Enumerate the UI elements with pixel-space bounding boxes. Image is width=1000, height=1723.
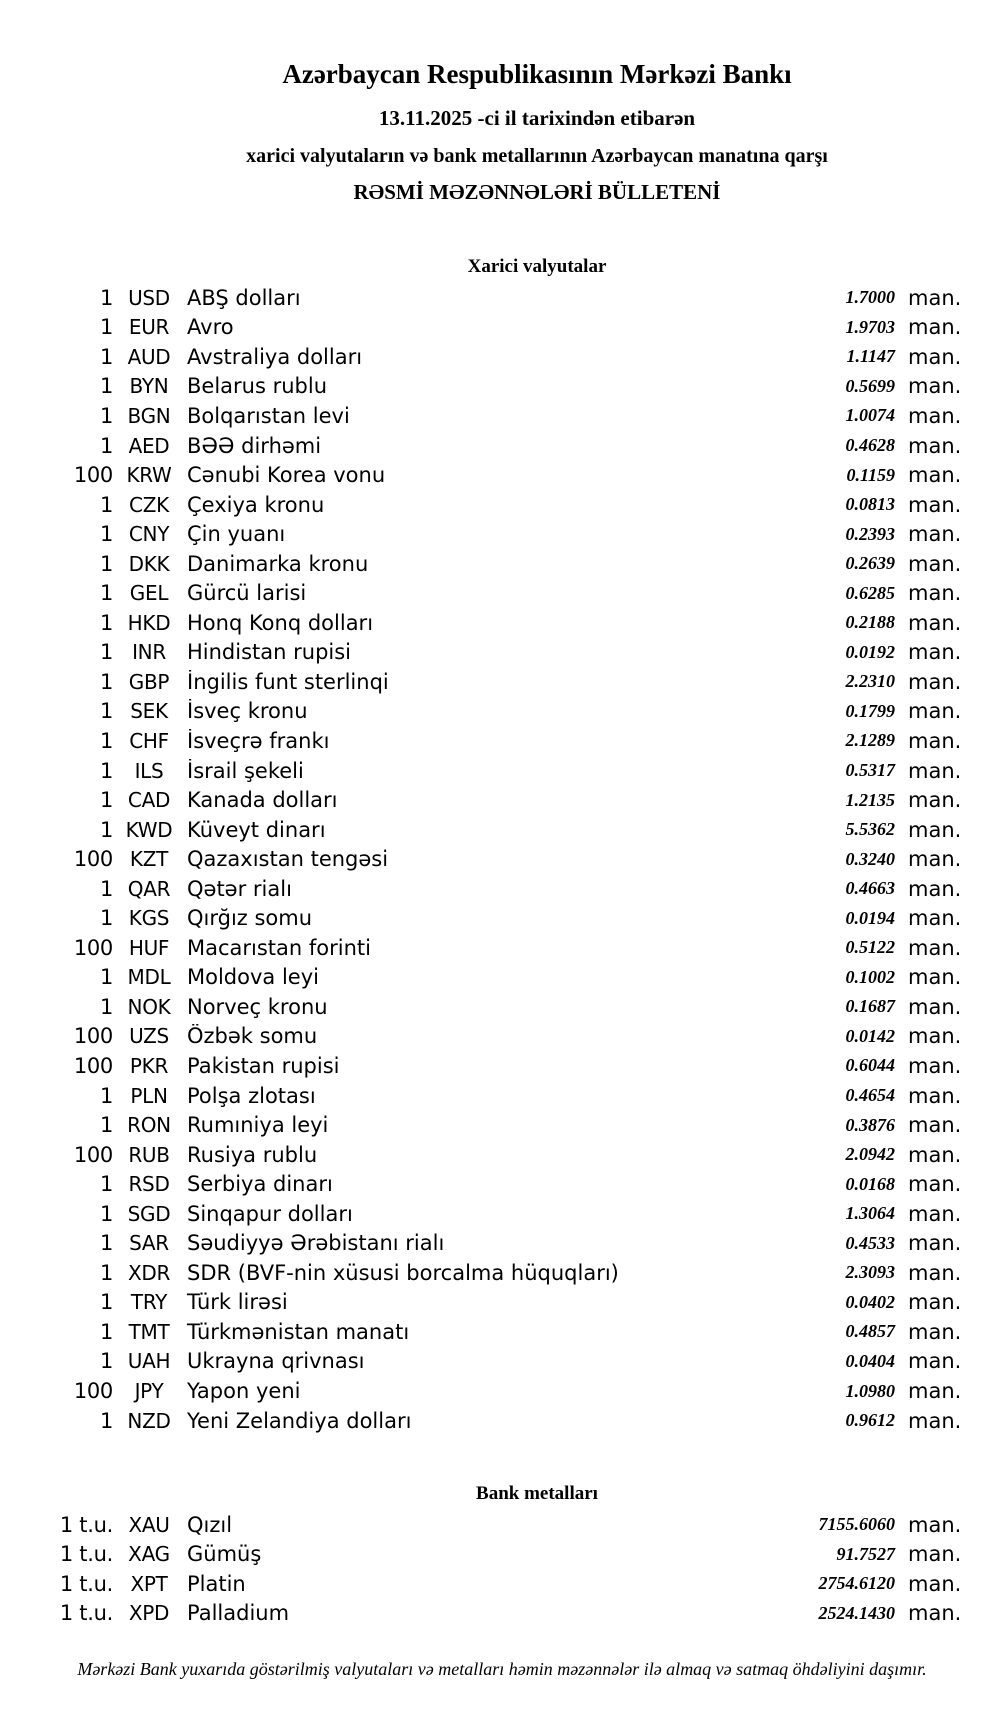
currency-row bbox=[0, 815, 1000, 845]
row-unit-label: man. bbox=[908, 492, 962, 517]
row-code: HUF bbox=[128, 935, 170, 960]
row-name: Türkmənistan manatı bbox=[187, 1319, 410, 1344]
row-unit-label: man. bbox=[908, 463, 962, 488]
row-quantity: 1 bbox=[99, 758, 113, 783]
row-quantity: 1 t.u. bbox=[59, 1601, 113, 1626]
row-name: ABŞ dolları bbox=[187, 285, 301, 310]
row-code: AUD bbox=[127, 344, 171, 369]
row-code: CNY bbox=[128, 522, 170, 547]
row-code: PLN bbox=[130, 1083, 168, 1108]
currency-row bbox=[0, 844, 1000, 874]
currency-row bbox=[0, 903, 1000, 933]
row-name: Qətər rialı bbox=[187, 876, 292, 901]
row-unit-label: man. bbox=[908, 1408, 962, 1433]
row-rate: 0.1687 bbox=[845, 996, 895, 1017]
metal-row bbox=[0, 1569, 1000, 1599]
row-rate: 0.0168 bbox=[845, 1173, 895, 1194]
row-unit-label: man. bbox=[908, 403, 962, 428]
row-unit-label: man. bbox=[908, 1083, 962, 1108]
row-quantity: 1 bbox=[99, 1231, 113, 1256]
row-unit-label: man. bbox=[908, 965, 962, 990]
currency-row bbox=[0, 578, 1000, 608]
row-name: Pakistan rupisi bbox=[187, 1053, 340, 1078]
row-name: İngilis funt sterlinqi bbox=[187, 669, 389, 694]
currency-row bbox=[0, 1199, 1000, 1229]
row-rate: 2.0942 bbox=[845, 1144, 895, 1165]
row-unit-label: man. bbox=[908, 876, 962, 901]
effective-date-line: 13.11.2025 -ci il tarixindən etibarən bbox=[378, 106, 696, 130]
bank-name-title: Azərbaycan Respublikasının Mərkəzi Bankı bbox=[282, 59, 792, 89]
row-unit-label: man. bbox=[908, 1379, 962, 1403]
row-rate: 1.3064 bbox=[845, 1203, 895, 1224]
row-code: UAH bbox=[127, 1349, 171, 1374]
row-name: Bolqarıstan levi bbox=[187, 403, 350, 428]
row-name: Kanada dolları bbox=[187, 788, 338, 813]
currency-row bbox=[0, 490, 1000, 520]
row-unit-label: man. bbox=[908, 788, 962, 813]
row-unit-label: man. bbox=[908, 935, 962, 960]
row-name: Çin yuanı bbox=[187, 522, 286, 547]
row-rate: 0.4654 bbox=[845, 1085, 895, 1106]
row-rate: 0.5699 bbox=[845, 375, 895, 396]
row-rate: 0.4857 bbox=[845, 1321, 895, 1342]
row-code: MDL bbox=[127, 965, 171, 990]
row-code: XAG bbox=[128, 1542, 170, 1567]
row-code: XPD bbox=[128, 1601, 170, 1626]
row-rate: 0.2639 bbox=[845, 553, 895, 574]
row-code: NOK bbox=[127, 994, 171, 1019]
row-name: Küveyt dinarı bbox=[187, 817, 326, 842]
row-unit-label: man. bbox=[908, 551, 962, 576]
row-code: QAR bbox=[127, 876, 171, 901]
row-name: Macarıstan forinti bbox=[187, 935, 371, 960]
row-name: Platin bbox=[187, 1571, 246, 1596]
row-quantity: 1 bbox=[99, 551, 113, 576]
row-code: KRW bbox=[126, 463, 172, 488]
row-unit-label: man. bbox=[908, 1113, 962, 1138]
row-quantity: 1 bbox=[99, 994, 113, 1019]
row-quantity: 1 bbox=[99, 1319, 113, 1344]
currency-row bbox=[0, 1229, 1000, 1259]
row-name: Avstraliya dolları bbox=[187, 344, 363, 369]
row-rate: 0.6285 bbox=[845, 582, 895, 603]
row-name: Palladium bbox=[187, 1601, 290, 1626]
row-rate: 0.2188 bbox=[845, 612, 895, 633]
metals-table bbox=[0, 1510, 1000, 1628]
currency-row bbox=[0, 1140, 1000, 1170]
row-name: Səudiyyə Ərəbistanı rialı bbox=[187, 1231, 445, 1256]
row-name: Çexiya kronu bbox=[187, 492, 325, 517]
row-name: Cənubi Korea vonu bbox=[187, 463, 386, 488]
currency-row bbox=[0, 1110, 1000, 1140]
currency-row bbox=[0, 1406, 1000, 1436]
row-quantity: 1 bbox=[99, 640, 113, 665]
currency-row bbox=[0, 1081, 1000, 1111]
row-rate: 2754.6120 bbox=[818, 1573, 895, 1594]
row-name: İsveç kronu bbox=[187, 699, 308, 724]
row-name: Danimarka kronu bbox=[187, 551, 369, 576]
currency-row bbox=[0, 667, 1000, 697]
row-quantity: 1 bbox=[99, 315, 113, 340]
metal-row bbox=[0, 1599, 1000, 1629]
currency-row bbox=[0, 431, 1000, 461]
disclaimer-text: Mərkəzi Bank yuxarıda göstərilmiş valyutaları və metalları həmin məzənnələr ilə almaq və satmaq öhdəliyini daşımır. bbox=[77, 1659, 927, 1679]
row-rate: 0.0192 bbox=[845, 641, 895, 662]
row-name: Norveç kronu bbox=[187, 994, 328, 1019]
metal-row bbox=[0, 1510, 1000, 1540]
row-code: KWD bbox=[125, 817, 173, 842]
row-quantity: 1 bbox=[99, 699, 113, 724]
row-name: Yapon yeni bbox=[187, 1379, 301, 1403]
row-code: JPY bbox=[134, 1379, 164, 1403]
row-unit-label: man. bbox=[908, 1512, 962, 1537]
row-rate: 0.1002 bbox=[845, 966, 895, 987]
row-code: EUR bbox=[128, 315, 170, 340]
row-code: AED bbox=[128, 433, 170, 458]
row-rate: 2.2310 bbox=[845, 671, 895, 692]
row-unit-label: man. bbox=[908, 610, 962, 635]
row-unit-label: man. bbox=[908, 522, 962, 547]
row-rate: 0.0404 bbox=[845, 1350, 895, 1371]
row-unit-label: man. bbox=[908, 1601, 962, 1626]
row-rate: 0.1159 bbox=[846, 464, 895, 485]
row-unit-label: man. bbox=[908, 1349, 962, 1374]
row-unit-label: man. bbox=[908, 285, 962, 310]
row-name: Gürcü larisi bbox=[187, 581, 307, 606]
row-name: Belarus rublu bbox=[187, 374, 328, 399]
row-code: KGS bbox=[128, 906, 170, 931]
row-rate: 0.2393 bbox=[845, 523, 895, 544]
currency-row bbox=[0, 608, 1000, 638]
currency-row bbox=[0, 874, 1000, 904]
row-rate: 0.0813 bbox=[845, 494, 895, 515]
row-quantity: 1 t.u. bbox=[59, 1571, 113, 1596]
row-name: SDR (BVF-nin xüsusi borcalma hüquqları) bbox=[187, 1260, 619, 1285]
row-quantity: 1 bbox=[99, 1113, 113, 1138]
bulletin-title: RƏSMİ MƏZƏNNƏLƏRİ BÜLLETENİ bbox=[353, 180, 721, 204]
row-rate: 0.4663 bbox=[845, 878, 895, 899]
row-quantity: 1 bbox=[99, 285, 113, 310]
row-quantity: 1 bbox=[99, 1349, 113, 1374]
row-quantity: 1 bbox=[99, 492, 113, 517]
currency-row bbox=[0, 401, 1000, 431]
currency-row bbox=[0, 1258, 1000, 1288]
currency-row bbox=[0, 313, 1000, 343]
row-unit-label: man. bbox=[908, 315, 962, 340]
row-name: İsveçrə frankı bbox=[187, 728, 330, 753]
row-unit-label: man. bbox=[908, 906, 962, 931]
row-code: BGN bbox=[127, 403, 171, 428]
row-quantity: 100 bbox=[73, 1053, 113, 1078]
row-quantity: 1 bbox=[99, 817, 113, 842]
currency-row bbox=[0, 283, 1000, 313]
row-quantity: 1 t.u. bbox=[59, 1512, 113, 1537]
row-quantity: 1 bbox=[99, 876, 113, 901]
row-quantity: 1 bbox=[99, 965, 113, 990]
row-rate: 0.0194 bbox=[845, 907, 895, 928]
row-code: XDR bbox=[127, 1260, 171, 1285]
row-unit-label: man. bbox=[908, 374, 962, 399]
row-name: Sinqapur dolları bbox=[187, 1201, 353, 1226]
row-name: Ukrayna qrivnası bbox=[187, 1349, 365, 1374]
metals-section-title: Bank metalları bbox=[476, 1483, 598, 1504]
currency-row bbox=[0, 1317, 1000, 1347]
row-code: CHF bbox=[129, 728, 169, 753]
row-unit-label: man. bbox=[908, 344, 962, 369]
row-rate: 1.9703 bbox=[845, 316, 895, 337]
row-unit-label: man. bbox=[908, 1571, 962, 1596]
row-rate: 91.7527 bbox=[836, 1543, 895, 1564]
row-quantity: 1 bbox=[99, 906, 113, 931]
row-rate: 0.4628 bbox=[845, 435, 895, 455]
row-quantity: 1 bbox=[99, 610, 113, 635]
currency-row bbox=[0, 1051, 1000, 1081]
row-code: HKD bbox=[127, 610, 171, 635]
currency-row bbox=[0, 785, 1000, 815]
row-code: GBP bbox=[128, 669, 170, 694]
row-code: BYN bbox=[129, 374, 169, 399]
row-rate: 0.5122 bbox=[845, 937, 895, 958]
row-name: Hindistan rupisi bbox=[187, 640, 352, 665]
row-code: XPT bbox=[130, 1571, 168, 1596]
row-unit-label: man. bbox=[908, 581, 962, 606]
row-name: BƏƏ dirhəmi bbox=[187, 433, 322, 458]
row-quantity: 100 bbox=[73, 1379, 113, 1403]
row-name: İsrail şekeli bbox=[187, 758, 304, 783]
row-quantity: 1 bbox=[99, 374, 113, 399]
row-quantity: 1 bbox=[99, 1408, 113, 1433]
row-code: TMT bbox=[128, 1319, 170, 1344]
row-unit-label: man. bbox=[908, 1024, 962, 1049]
row-code: PKR bbox=[129, 1053, 169, 1078]
metal-row bbox=[0, 1540, 1000, 1570]
row-rate: 0.0402 bbox=[845, 1291, 895, 1312]
row-code: RON bbox=[127, 1113, 171, 1138]
row-unit-label: man. bbox=[908, 1142, 962, 1167]
currency-row bbox=[0, 963, 1000, 993]
row-quantity: 100 bbox=[73, 463, 113, 488]
row-quantity: 1 bbox=[99, 1290, 113, 1315]
row-quantity: 1 bbox=[99, 1201, 113, 1226]
row-quantity: 1 t.u. bbox=[59, 1542, 113, 1567]
row-unit-label: man. bbox=[908, 1542, 962, 1567]
row-code: SEK bbox=[130, 699, 168, 724]
row-quantity: 1 bbox=[99, 669, 113, 694]
row-quantity: 1 bbox=[99, 403, 113, 428]
row-unit-label: man. bbox=[908, 758, 962, 783]
currency-row bbox=[0, 933, 1000, 963]
row-rate: 1.2135 bbox=[845, 789, 895, 810]
row-unit-label: man. bbox=[908, 699, 962, 724]
row-name: Yeni Zelandiya dolları bbox=[187, 1408, 412, 1433]
row-rate: 1.1147 bbox=[846, 346, 895, 367]
row-name: Rumıniya leyi bbox=[187, 1113, 329, 1138]
row-rate: 5.5362 bbox=[845, 819, 895, 840]
row-code: GEL bbox=[129, 581, 169, 606]
row-code: NZD bbox=[127, 1408, 171, 1433]
row-rate: 0.5317 bbox=[845, 760, 895, 781]
currencies-table bbox=[0, 283, 1000, 1435]
currency-row bbox=[0, 1288, 1000, 1318]
currency-row bbox=[0, 1376, 1000, 1406]
row-name: Avro bbox=[187, 315, 234, 340]
row-unit-label: man. bbox=[908, 1290, 962, 1315]
row-name: Moldova leyi bbox=[187, 965, 319, 990]
currency-row bbox=[0, 726, 1000, 756]
currency-row bbox=[0, 1022, 1000, 1052]
row-unit-label: man. bbox=[908, 994, 962, 1019]
row-rate: 2.3093 bbox=[845, 1262, 895, 1283]
row-name: Serbiya dinarı bbox=[187, 1172, 333, 1197]
currency-row bbox=[0, 756, 1000, 786]
row-unit-label: man. bbox=[908, 1172, 962, 1197]
row-name: Gümüş bbox=[187, 1542, 262, 1567]
row-code: UZS bbox=[129, 1024, 169, 1049]
row-unit-label: man. bbox=[908, 1231, 962, 1256]
row-name: Polşa zlotası bbox=[187, 1083, 316, 1108]
row-name: Qazaxıstan tengəsi bbox=[187, 847, 389, 872]
row-unit-label: man. bbox=[908, 847, 962, 872]
row-name: Honq Konq dolları bbox=[187, 610, 374, 635]
row-rate: 0.3240 bbox=[845, 848, 895, 869]
row-rate: 0.4533 bbox=[845, 1232, 895, 1253]
row-code: INR bbox=[132, 640, 166, 665]
row-code: CZK bbox=[129, 492, 169, 517]
row-quantity: 100 bbox=[73, 935, 113, 960]
row-quantity: 1 bbox=[99, 581, 113, 606]
row-unit-label: man. bbox=[908, 728, 962, 753]
row-unit-label: man. bbox=[908, 433, 962, 458]
row-rate: 0.1799 bbox=[845, 700, 895, 721]
row-quantity: 1 bbox=[99, 1260, 113, 1285]
row-quantity: 100 bbox=[73, 847, 113, 872]
currency-row bbox=[0, 697, 1000, 727]
currency-row bbox=[0, 638, 1000, 668]
row-rate: 0.3876 bbox=[845, 1114, 895, 1135]
currency-row bbox=[0, 1347, 1000, 1377]
row-quantity: 1 bbox=[99, 433, 113, 458]
row-name: Rusiya rublu bbox=[187, 1142, 318, 1167]
row-rate: 1.7000 bbox=[845, 287, 895, 308]
row-code: SAR bbox=[129, 1231, 169, 1256]
row-rate: 0.6044 bbox=[845, 1055, 895, 1076]
row-rate: 7155.6060 bbox=[818, 1514, 895, 1535]
row-rate: 0.9612 bbox=[845, 1410, 895, 1431]
row-code: DKK bbox=[128, 551, 170, 576]
row-quantity: 1 bbox=[99, 1172, 113, 1197]
row-unit-label: man. bbox=[908, 817, 962, 842]
row-quantity: 1 bbox=[99, 344, 113, 369]
currency-row bbox=[0, 460, 1000, 490]
row-rate: 1.0980 bbox=[845, 1380, 895, 1401]
row-rate: 1.0074 bbox=[845, 405, 895, 426]
row-name: Qırğız somu bbox=[187, 906, 313, 931]
row-name: Türk lirəsi bbox=[187, 1290, 288, 1315]
row-rate: 0.0142 bbox=[845, 1025, 895, 1046]
row-unit-label: man. bbox=[908, 1260, 962, 1285]
row-quantity: 1 bbox=[99, 728, 113, 753]
row-code: USD bbox=[128, 285, 170, 310]
row-unit-label: man. bbox=[908, 1053, 962, 1078]
row-code: KZT bbox=[129, 847, 169, 872]
row-unit-label: man. bbox=[908, 640, 962, 665]
row-code: TRY bbox=[130, 1290, 168, 1315]
currency-row bbox=[0, 1169, 1000, 1199]
row-code: RSD bbox=[128, 1172, 170, 1197]
row-quantity: 100 bbox=[73, 1024, 113, 1049]
currency-row bbox=[0, 992, 1000, 1022]
currencies-section-title: Xarici valyutalar bbox=[467, 256, 607, 277]
row-code: RUB bbox=[128, 1142, 170, 1167]
row-unit-label: man. bbox=[908, 669, 962, 694]
row-name: Özbək somu bbox=[187, 1024, 318, 1049]
row-unit-label: man. bbox=[908, 1201, 962, 1226]
currency-row bbox=[0, 372, 1000, 402]
row-quantity: 1 bbox=[99, 1083, 113, 1108]
row-code: ILS bbox=[134, 758, 164, 783]
subject-line: xarici valyutaların və bank metallarının Azərbaycan manatına qarşı bbox=[246, 145, 828, 167]
row-rate: 2524.1430 bbox=[818, 1602, 895, 1623]
row-code: CAD bbox=[127, 788, 171, 813]
row-quantity: 1 bbox=[99, 788, 113, 813]
currency-row bbox=[0, 342, 1000, 372]
row-code: SGD bbox=[127, 1201, 171, 1226]
currency-row bbox=[0, 549, 1000, 579]
row-rate: 2.1289 bbox=[845, 730, 895, 751]
row-code: XAU bbox=[128, 1512, 170, 1537]
row-quantity: 100 bbox=[73, 1142, 113, 1167]
row-unit-label: man. bbox=[908, 1319, 962, 1344]
currency-row bbox=[0, 519, 1000, 549]
row-quantity: 1 bbox=[99, 522, 113, 547]
row-name: Qızıl bbox=[187, 1512, 233, 1537]
